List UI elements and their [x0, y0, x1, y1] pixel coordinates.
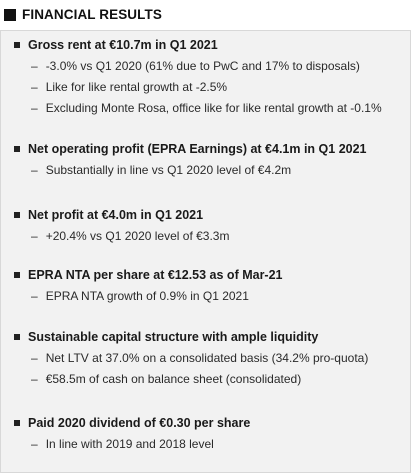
result-item-net-profit: [14, 207, 406, 246]
result-item-capital-structure: [14, 329, 406, 389]
result-heading: Paid 2020 dividend of €0.30 per share: [28, 416, 251, 430]
result-detail: – Excluding Monte Rosa, office like for like rental growth at -0.1%: [31, 100, 382, 115]
square-bullet-icon: [14, 420, 20, 426]
dash-icon: –: [31, 288, 38, 303]
result-detail: – +20.4% vs Q1 2020 level of €3.3m: [31, 228, 230, 243]
dash-icon: –: [31, 58, 38, 73]
result-item-gross-rent: [14, 37, 406, 118]
result-detail: – €58.5m of cash on balance sheet (consolidated): [31, 371, 302, 386]
square-bullet-icon: [14, 334, 20, 340]
result-heading: Sustainable capital structure with ample liquidity: [28, 330, 319, 344]
result-detail: – EPRA NTA growth of 0.9% in Q1 2021: [31, 288, 249, 303]
result-heading: Net operating profit (EPRA Earnings) at €4.1m in Q1 2021: [28, 142, 367, 156]
result-detail: – -3.0% vs Q1 2020 (61% due to PwC and 17% to disposals): [31, 58, 360, 73]
dash-icon: –: [31, 162, 38, 177]
result-detail: – Net LTV at 37.0% on a consolidated basis (34.2% pro-quota): [31, 350, 369, 365]
dash-icon: –: [31, 350, 38, 365]
square-bullet-icon: [14, 146, 20, 152]
result-detail: – Substantially in line vs Q1 2020 level of €4.2m: [31, 162, 292, 177]
square-bullet-icon: [14, 272, 20, 278]
results-panel: [0, 30, 411, 473]
square-bullet-icon: [14, 42, 20, 48]
result-item-net-operating-profit: [14, 141, 406, 180]
dash-icon: –: [31, 79, 38, 94]
result-item-dividend: [14, 415, 406, 454]
square-bullet-icon: [14, 212, 20, 218]
section-title: FINANCIAL RESULTS: [22, 7, 162, 22]
result-heading: EPRA NTA per share at €12.53 as of Mar-21: [28, 268, 283, 282]
dash-icon: –: [31, 436, 38, 451]
result-detail: – Like for like rental growth at -2.5%: [31, 79, 228, 94]
result-detail: – In line with 2019 and 2018 level: [31, 436, 214, 451]
result-heading: Net profit at €4.0m in Q1 2021: [28, 208, 204, 222]
result-item-epra-nta: [14, 267, 406, 306]
header-square-icon: [4, 9, 16, 21]
dash-icon: –: [31, 371, 38, 386]
result-heading: Gross rent at €10.7m in Q1 2021: [28, 38, 218, 52]
dash-icon: –: [31, 100, 38, 115]
section-header: [4, 7, 162, 22]
dash-icon: –: [31, 228, 38, 243]
